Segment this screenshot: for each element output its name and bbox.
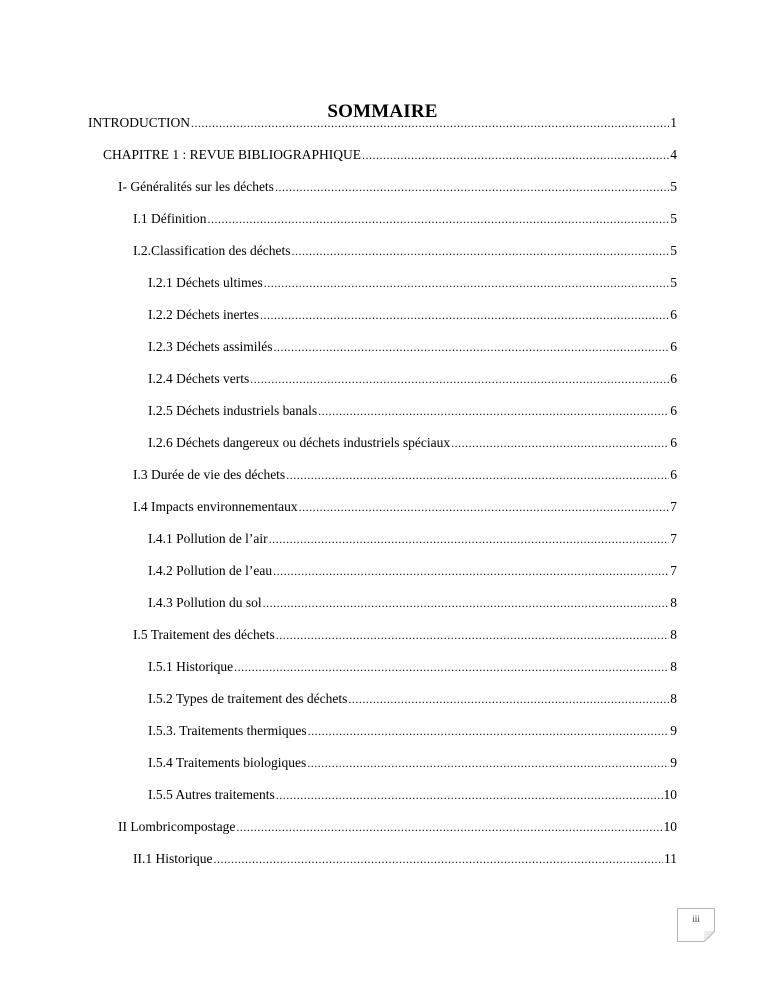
toc-entry-label: I.5.3. Traitements thermiques <box>148 723 307 738</box>
toc-entry-page: 6 <box>670 435 677 450</box>
toc-entry-page: 1 <box>670 115 677 130</box>
page-number-box <box>677 908 715 942</box>
toc-entry-page: 5 <box>670 243 677 258</box>
toc-entry-traitements-biologiques[interactable] <box>148 754 677 772</box>
toc-entry-introduction[interactable] <box>88 114 677 132</box>
toc-entry-label: I.2.2 Déchets inertes <box>148 307 259 322</box>
toc-entry-label: I.4.1 Pollution de l’air <box>148 531 268 546</box>
toc-entry-label: I.5.1 Historique <box>148 659 234 674</box>
page-title: SOMMAIRE <box>327 100 438 122</box>
toc-entry-page: 8 <box>670 691 677 706</box>
toc-entry-page: 7 <box>670 531 677 546</box>
toc-entry-pollution-sol[interactable] <box>148 594 677 612</box>
toc-entry-definition[interactable] <box>133 210 677 228</box>
dot-leader <box>269 530 670 548</box>
dot-leader <box>308 722 670 740</box>
toc-entry-classification[interactable] <box>133 242 677 260</box>
toc-entry-historique-lombricompostage[interactable] <box>133 850 677 868</box>
toc-entry-label: I.5.2 Types de traitement des déchets <box>148 691 348 706</box>
toc-entry-dechets-dangereux[interactable] <box>148 434 677 452</box>
page-fold-icon <box>704 931 715 942</box>
toc-entry-label: I.5 Traitement des déchets <box>133 627 275 642</box>
dot-leader <box>286 466 669 484</box>
toc-entry-pollution-air[interactable] <box>148 530 677 548</box>
toc-entry-traitement-dechets[interactable] <box>133 626 677 644</box>
toc-entry-label: I- Généralités sur les déchets <box>118 179 274 194</box>
toc-entry-dechets-inertes[interactable] <box>148 306 677 324</box>
toc-entry-page: 10 <box>663 787 677 802</box>
toc-entry-label: I.1 Définition <box>133 211 207 226</box>
toc-entry-label: I.5.4 Traitements biologiques <box>148 755 307 770</box>
toc-entry-label: II Lombricompostage <box>118 819 236 834</box>
toc-entry-types-traitement[interactable] <box>148 690 677 708</box>
page-number: iii <box>692 914 700 924</box>
toc-entry-label: I.3 Durée de vie des déchets <box>133 467 286 482</box>
toc-entry-page: 5 <box>670 275 677 290</box>
toc-entry-dechets-industriels-banals[interactable] <box>148 402 677 420</box>
toc-entry-page: 9 <box>670 755 677 770</box>
dot-leader <box>191 114 669 132</box>
dot-leader <box>263 594 670 612</box>
dot-leader <box>234 658 669 676</box>
toc-entry-label: I.2.Classification des déchets <box>133 243 291 258</box>
dot-leader <box>451 434 669 452</box>
toc-entry-duree-de-vie[interactable] <box>133 466 677 484</box>
toc-entry-page: 5 <box>670 179 677 194</box>
toc-entry-dechets-ultimes[interactable] <box>148 274 677 292</box>
dot-leader <box>236 818 662 836</box>
toc-entry-traitements-thermiques[interactable] <box>148 722 677 740</box>
toc-entry-label: INTRODUCTION <box>88 115 190 130</box>
dot-leader <box>275 178 669 196</box>
toc-entry-generalites[interactable] <box>118 178 677 196</box>
toc-entry-page: 6 <box>670 339 677 354</box>
toc-entry-dechets-assimiles[interactable] <box>148 338 677 356</box>
toc-entry-label: I.2.4 Déchets verts <box>148 371 250 386</box>
toc-entry-label: I.2.5 Déchets industriels banals <box>148 403 318 418</box>
dot-leader <box>276 786 663 804</box>
toc-entry-autres-traitements[interactable] <box>148 786 677 804</box>
toc-entry-lombricompostage[interactable] <box>118 818 677 836</box>
toc-entry-label: I.4.3 Pollution du sol <box>148 595 262 610</box>
toc-entry-page: 8 <box>670 627 677 642</box>
toc-entry-label: I.2.6 Déchets dangereux ou déchets industriels spéciaux <box>148 435 451 450</box>
dot-leader <box>213 850 663 868</box>
toc-entry-pollution-eau[interactable] <box>148 562 677 580</box>
toc-entry-label: I.4.2 Pollution de l’eau <box>148 563 273 578</box>
toc-entry-page: 7 <box>670 563 677 578</box>
toc-entry-label: I.4 Impacts environnementaux <box>133 499 298 514</box>
toc-entry-page: 11 <box>664 851 677 866</box>
toc-entry-page: 4 <box>670 147 677 162</box>
dot-leader <box>260 306 669 324</box>
toc-entry-label: I.5.5 Autres traitements <box>148 787 275 802</box>
toc-entry-page: 10 <box>663 819 677 834</box>
dot-leader <box>273 338 669 356</box>
dot-leader <box>208 210 670 228</box>
toc-entry-page: 8 <box>670 659 677 674</box>
toc-entry-label: CHAPITRE 1 : REVUE BIBLIOGRAPHIQUE <box>103 147 361 162</box>
dot-leader <box>264 274 670 292</box>
toc-entry-page: 6 <box>670 467 677 482</box>
dot-leader <box>348 690 669 708</box>
toc-entry-label: I.2.3 Déchets assimilés <box>148 339 273 354</box>
dot-leader <box>291 242 669 260</box>
toc-entry-impacts-environnementaux[interactable] <box>133 498 677 516</box>
toc-entry-label: II.1 Historique <box>133 851 213 866</box>
dot-leader <box>299 498 670 516</box>
toc-entry-dechets-verts[interactable] <box>148 370 677 388</box>
dot-leader <box>273 562 669 580</box>
dot-leader <box>276 626 670 644</box>
toc-entry-page: 9 <box>670 723 677 738</box>
toc-entry-page: 6 <box>670 371 677 386</box>
toc-entry-page: 8 <box>670 595 677 610</box>
dot-leader <box>318 402 669 420</box>
toc-entry-page: 5 <box>670 211 677 226</box>
toc-entry-page: 7 <box>670 499 677 514</box>
toc-entry-page: 6 <box>670 307 677 322</box>
toc-entry-page: 6 <box>670 403 677 418</box>
toc-entry-chapitre-1[interactable] <box>103 146 677 164</box>
dot-leader <box>307 754 669 772</box>
dot-leader <box>362 146 669 164</box>
toc-entry-historique-traitement[interactable] <box>148 658 677 676</box>
dot-leader <box>250 370 669 388</box>
toc-entry-label: I.2.1 Déchets ultimes <box>148 275 263 290</box>
